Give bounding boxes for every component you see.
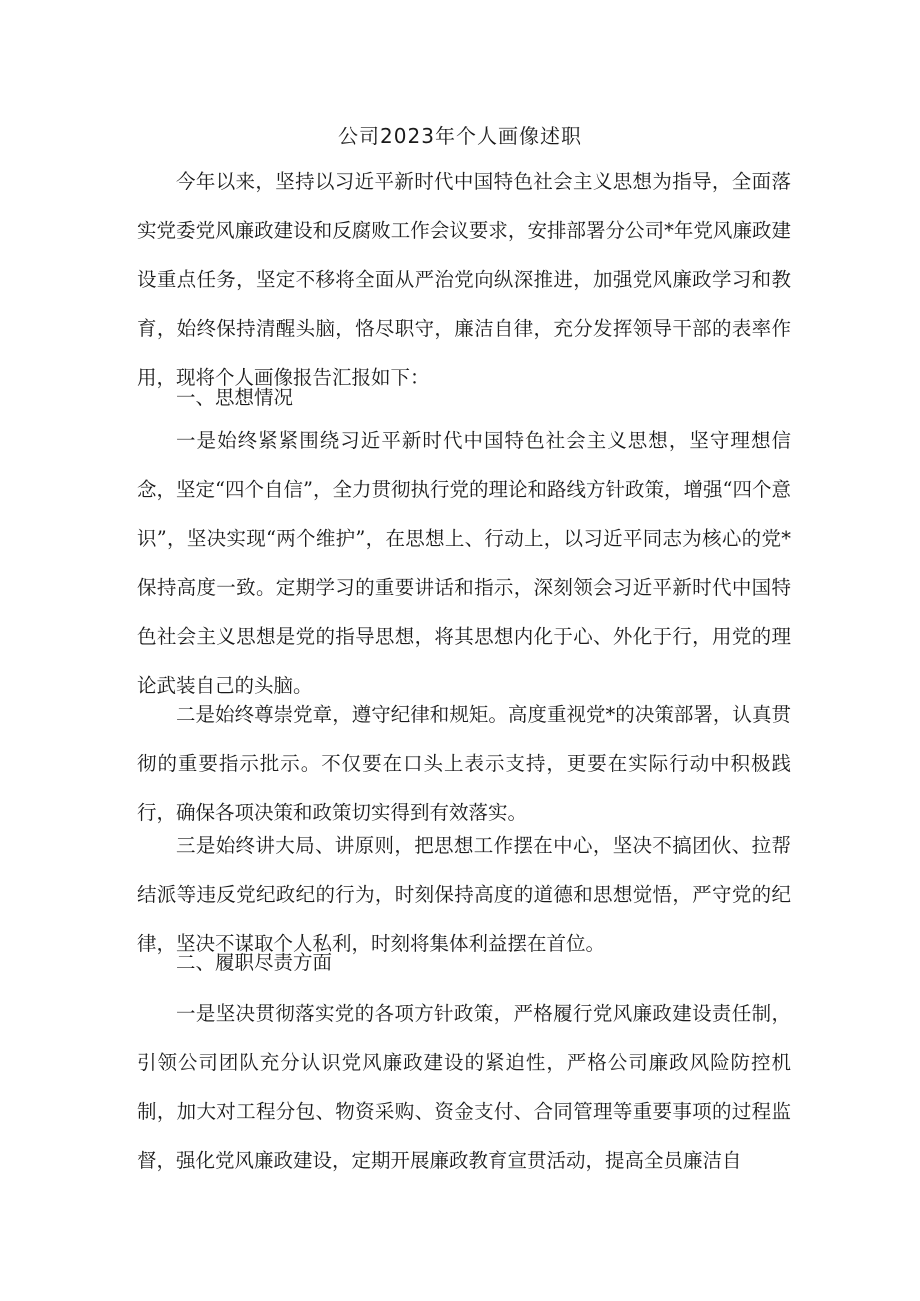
section2-paragraph-1: 一是坚决贯彻落实党的各项方针政策，严格履行党风廉政建设责任制，引领公司团队充分认识党风廉政建设的紧迫性，严格公司廉政风险防控机制，加大对工程分包、物资采购、资金支付、合同管理等重要事项的过程监督，强化党风廉政建设，定期开展廉政教育宣贯活动，提高全员廉洁自 [137,1002,791,1172]
section1-paragraph-3: 三是始终讲大局、讲原则，把思想工作摆在中心，坚决不搞团伙、拉帮结派等违反党纪政纪的行为，时刻保持高度的道德和思想觉悟，严守党的纪律，坚决不谋取个人私利，时刻将集体利益摆在首位。 [137,834,791,955]
intro-paragraph: 今年以来，坚持以习近平新时代中国特色社会主义思想为指导，全面落实党委党风廉政建设和反腐败工作会议要求，安排部署分公司*年党风廉政建设重点任务，坚定不移将全面从严治党向纵深推进，加强党风廉政学习和教育，始终保持清醒头脑，恪尽职守，廉洁自律，充分发挥领导干部的表率作用，现将个人画像报告汇报如下： [137,170,791,389]
section-heading-duties: 二、履职尽责方面 [176,951,333,974]
section1-paragraph-2: 二是始终尊崇党章，遵守纪律和规矩。高度重视党*的决策部署，认真贯彻的重要指示批示。不仅要在口头上表示支持，更要在实际行动中积极践行，确保各项决策和政策切实得到有效落实。 [137,703,791,824]
section1-paragraph-1: 一是始终紧紧围绕习近平新时代中国特色社会主义思想，坚守理想信念，坚定“四个自信”，全力贯彻执行党的理论和路线方针政策，增强“四个意识”，坚决实现“两个维护”，在思想上、行动上，以习近平同志为核心的党*保持高度一致。定期学习的重要讲话和指示，深刻领会习近平新时代中国特色社会主义思想是党的指导思想，将其思想内化于心、外化于行，用党的理论武装自己的头脑。 [137,429,791,697]
section-heading-thought: 一、思想情况 [176,386,294,409]
document-title: 公司2023年个人画像述职 [338,124,582,148]
